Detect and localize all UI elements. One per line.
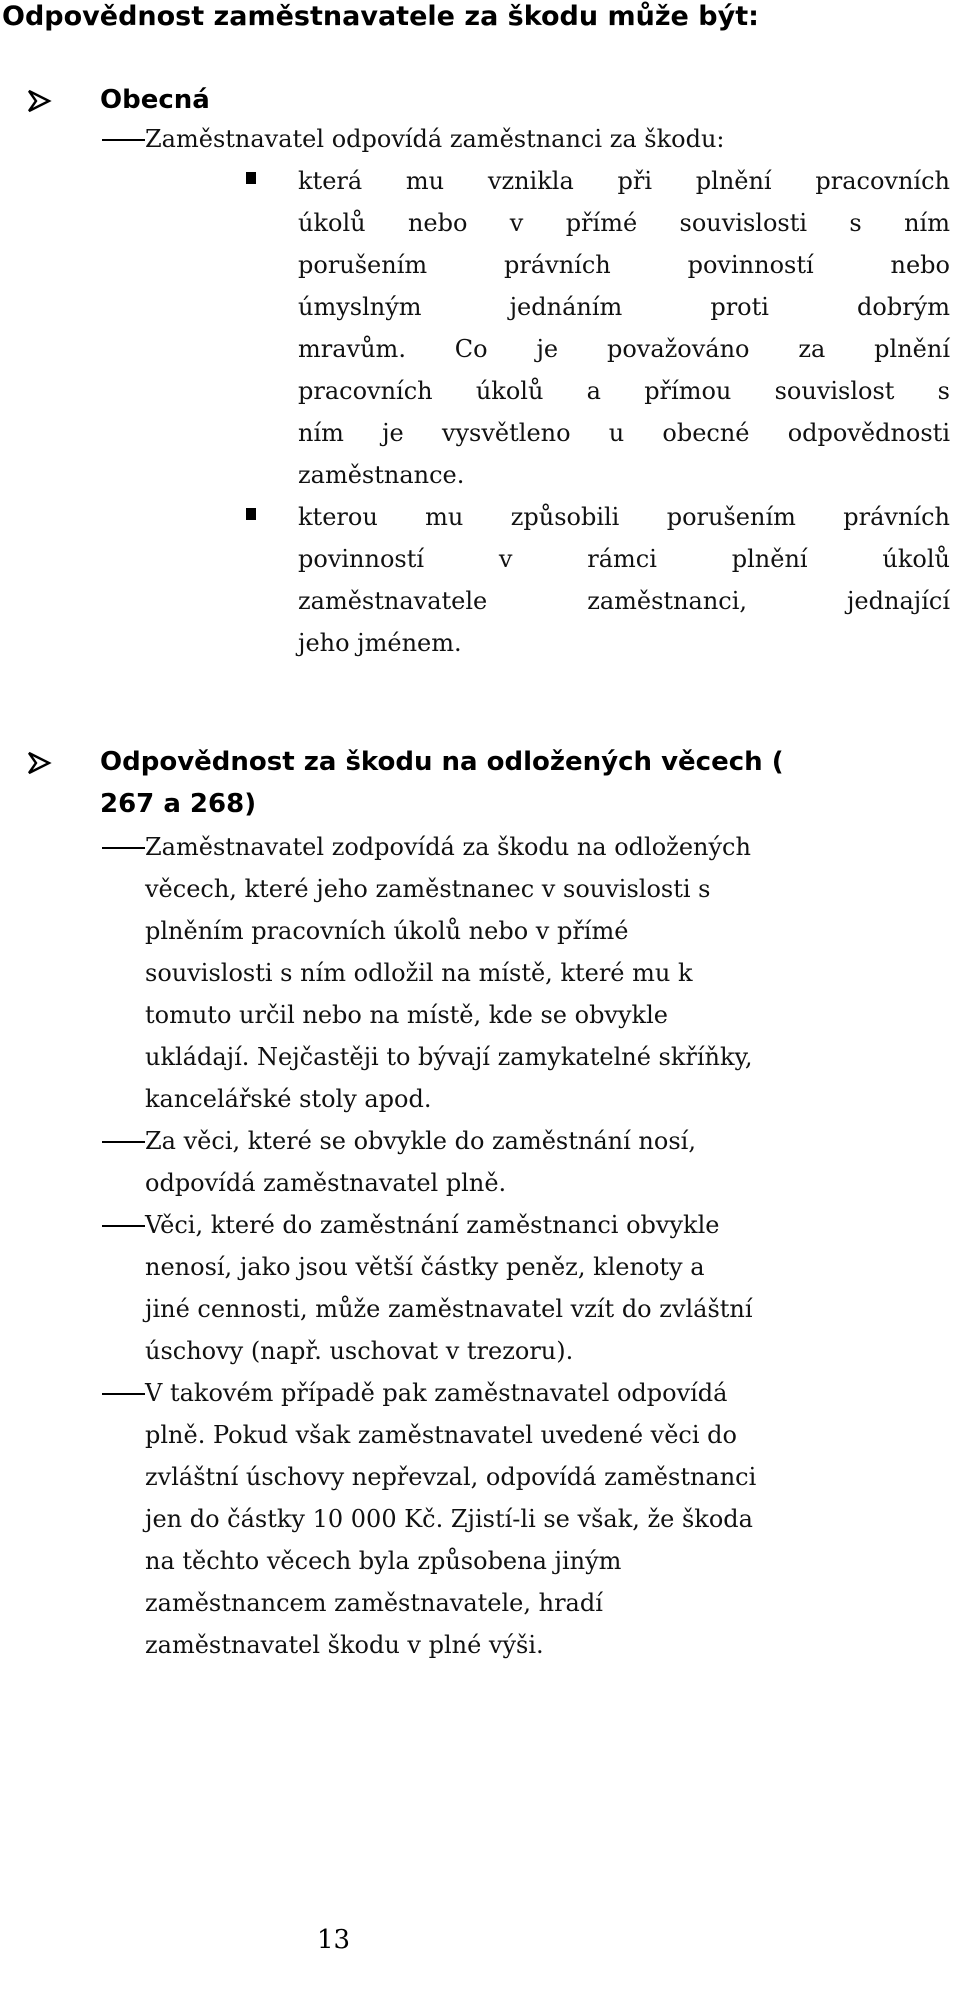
bullet-line: ním je vysvětleno u obecné odpovědnosti <box>298 419 950 447</box>
bullet-line: zaměstnavatele zaměstnanci, jednající <box>298 587 950 615</box>
bullet-line: pracovních úkolů a přímou souvislost s <box>298 377 950 405</box>
list-item-line: zaměstnancem zaměstnavatele, hradí <box>145 1589 603 1617</box>
dash-bullet-icon <box>102 139 145 141</box>
list-item-line: kancelářské stoly apod. <box>145 1085 432 1113</box>
list-item <box>145 118 945 160</box>
list-item-line: Zaměstnavatel zodpovídá za škodu na odložených <box>145 833 751 861</box>
list-item-line: Věci, které do zaměstnání zaměstnanci obvykle <box>145 1211 720 1239</box>
square-bullet-icon <box>246 508 256 520</box>
list-item <box>145 1372 945 1666</box>
square-bullet-icon <box>246 172 256 184</box>
bullet-item <box>298 496 950 664</box>
list-item-text: Zaměstnavatel odpovídá zaměstnanci za škodu: <box>145 125 725 153</box>
bullet-item <box>298 160 950 496</box>
list-item-line: plně. Pokud však zaměstnavatel uvedené věci do <box>145 1421 737 1449</box>
list-item-line: zaměstnavatel škodu v plné výši. <box>145 1631 544 1659</box>
list-item-line: odpovídá zaměstnavatel plně. <box>145 1169 507 1197</box>
arrow-bullet-icon <box>26 740 56 775</box>
page-title: Odpovědnost zaměstnavatele za škodu může být: <box>2 1 759 32</box>
list-item-line: plněním pracovních úkolů nebo v přímé <box>145 917 629 945</box>
bullet-line: jeho jménem. <box>298 629 462 657</box>
bullet-line: mravům. Co je považováno za plnění <box>298 335 950 363</box>
list-item-line: V takovém případě pak zaměstnavatel odpovídá <box>145 1379 728 1407</box>
list-item <box>145 1120 945 1204</box>
bullet-line: kterou mu způsobili porušením právních <box>298 503 950 531</box>
page-number: 13 <box>317 1925 351 1955</box>
list-item-line: jen do částky 10 000 Kč. Zjistí-li se však, že škoda <box>145 1505 753 1533</box>
bullet-line: úkolů nebo v přímé souvislosti s ním <box>298 209 950 237</box>
list-item-line: souvislosti s ním odložil na místě, které mu k <box>145 959 693 987</box>
list-item-line: nenosí, jako jsou větší částky peněz, klenoty a <box>145 1253 705 1281</box>
section-heading-text-continued: 267 a 268) <box>100 789 257 819</box>
bullet-line: která mu vznikla při plnění pracovních <box>298 167 950 195</box>
list-item-line: ukládají. Nejčastěji to bývají zamykatelné skříňky, <box>145 1043 753 1071</box>
list-item-line: zvláštní úschovy nepřevzal, odpovídá zaměstnanci <box>145 1463 757 1491</box>
list-item-line: na těchto věcech byla způsobena jiným <box>145 1547 622 1575</box>
list-item-line: úschovy (např. uschovat v trezoru). <box>145 1337 574 1365</box>
bullet-line: porušením právních povinností nebo <box>298 251 950 279</box>
bullet-line: zaměstnance. <box>298 461 465 489</box>
arrow-bullet-icon <box>26 78 56 113</box>
list-item <box>145 1204 945 1372</box>
list-item-line: věcech, které jeho zaměstnanec v souvislosti s <box>145 875 711 903</box>
dash-bullet-icon <box>102 1225 145 1227</box>
bullet-line: povinností v rámci plnění úkolů <box>298 545 950 573</box>
bullet-line: úmyslným jednáním proti dobrým <box>298 293 950 321</box>
list-item <box>145 826 945 1120</box>
dash-bullet-icon <box>102 1141 145 1143</box>
list-item-line: tomuto určil nebo na místě, kde se obvykle <box>145 1001 668 1029</box>
section-heading-text: Obecná <box>100 85 210 115</box>
list-item-line: jiné cennosti, může zaměstnavatel vzít do zvláštní <box>145 1295 753 1323</box>
dash-bullet-icon <box>102 847 145 849</box>
dash-bullet-icon <box>102 1393 145 1395</box>
list-item-line: Za věci, které se obvykle do zaměstnání nosí, <box>145 1127 696 1155</box>
section-heading-text: Odpovědnost za škodu na odložených věcech ( <box>100 747 784 777</box>
